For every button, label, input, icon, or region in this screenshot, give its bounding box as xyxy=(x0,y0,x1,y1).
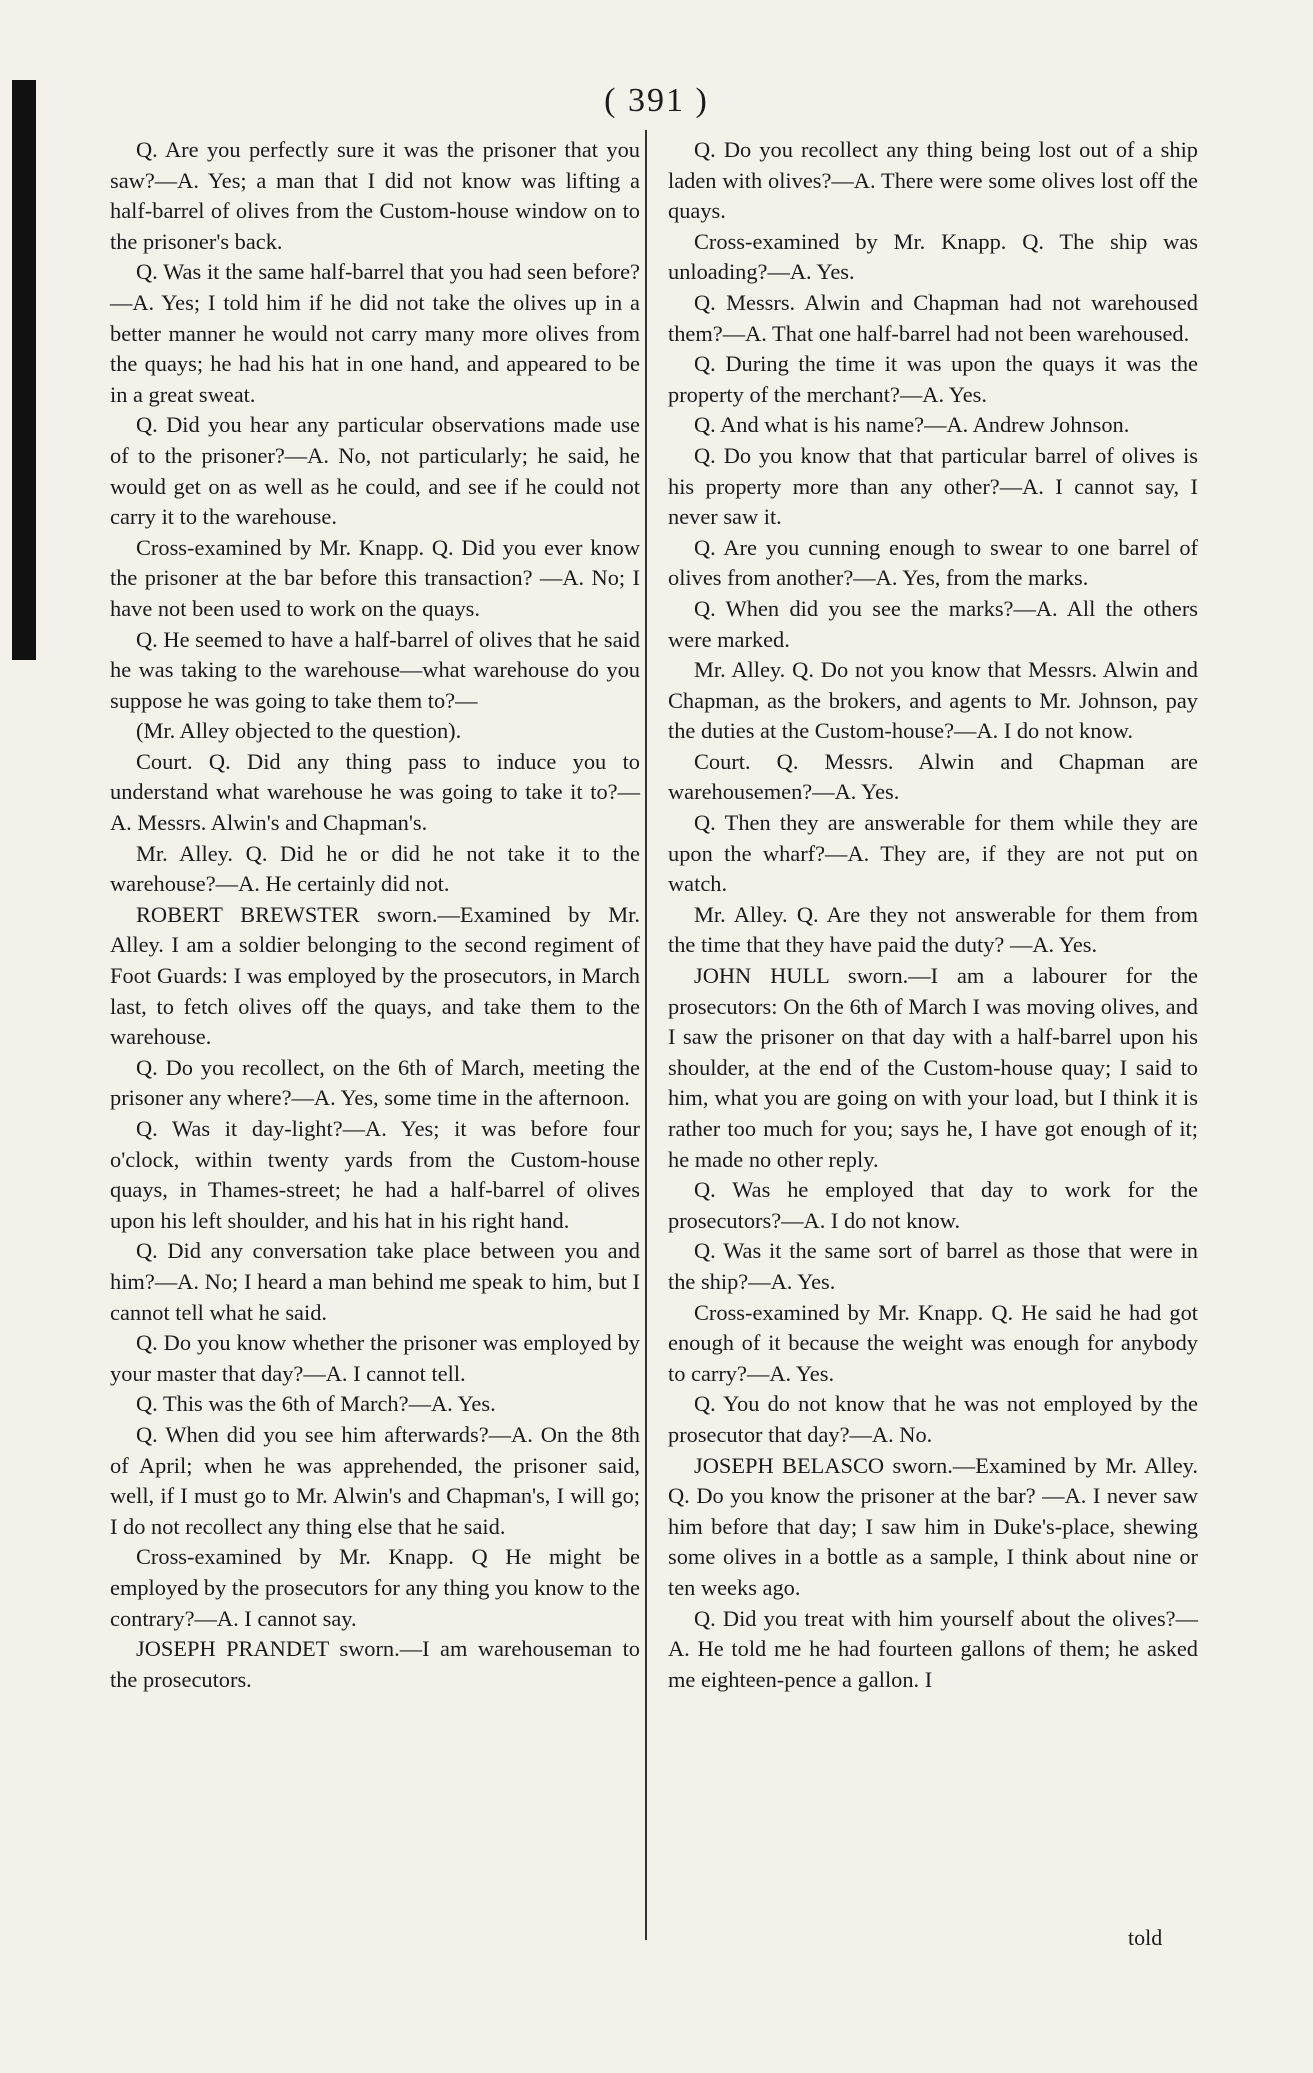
paragraph: Q. Are you cunning enough to swear to one barrel of olives from another?—A. Yes, from the marks. xyxy=(668,534,1198,591)
paragraph: Q. Was he employed that day to work for the prosecutors?—A. I do not know. xyxy=(668,1177,1198,1233)
column-divider xyxy=(645,130,647,1940)
paragraph: Cross-examined by Mr. Knapp. Q. He said he had got enough of it because the weight was enough for anybody to carry?—A. Yes. xyxy=(668,1299,1198,1386)
paragraph: Q. Do you know whether the prisoner was employed by your master that day?—A. I cannot tell. xyxy=(110,1330,640,1386)
paragraph: Q. You do not know that he was not employed by the prosecutor that day?—A. No. xyxy=(668,1391,1198,1447)
paragraph: Q. Do you know that that particular barrel of olives is his property more than any other?—A. I cannot say, I never saw it. xyxy=(668,442,1198,530)
paragraph: Q. Messrs. Alwin and Chapman had not warehoused them?—A. That one half-barrel had not been warehoused. xyxy=(668,289,1198,346)
paragraph: JOHN HULL sworn.—I am a labourer for the prosecutors: On the 6th of March I was moving olives, and I saw the prisoner on that day with a half-barrel upon his shoulder, at the end of the Custom-house quay; I said to him, what you are going on with your load, but I think it is rather too much for you; says he, I have got enough of it; he made no other reply. xyxy=(668,963,1198,1172)
paragraph: Q. Did you hear any particular observations made use of to the prisoner?—A. No, not particularly; he said, he would get on as well as he could, and see if he could not carry it to the warehouse. xyxy=(110,412,640,530)
paragraph: Q. Are you perfectly sure it was the prisoner that you saw?—A. Yes; a man that I did not know was lifting a half-barrel of olives from the Custom-house window on to the prisoner's back. xyxy=(110,137,640,254)
paragraph: Q. Was it the same sort of barrel as those that were in the ship?—A. Yes. xyxy=(668,1238,1198,1294)
paragraph: Q. And what is his name?—A. Andrew Johnson. xyxy=(694,412,1130,438)
paragraph: Q. Then they are answerable for them while they are upon the wharf?—A. They are, if they are not put on watch. xyxy=(668,810,1198,897)
scan-edge-bar xyxy=(12,80,36,660)
paragraph: Q. Do you recollect, on the 6th of March, meeting the prisoner any where?—A. Yes, some time in the afternoon. xyxy=(110,1054,640,1111)
paragraph: Cross-examined by Mr. Knapp. Q He might be employed by the prosecutors for any thing you know to the contrary?—A. I cannot say. xyxy=(110,1544,640,1631)
paragraph: Q. During the time it was upon the quays it was the property of the merchant?—A. Yes. xyxy=(668,351,1198,407)
paragraph: Court. Q. Did any thing pass to induce you to understand what warehouse he was going to take it to?—A. Messrs. Alwin's and Chapman's. xyxy=(110,748,640,836)
paragraph: Mr. Alley. Q. Are they not answerable for them from the time that they have paid the duty? —A. Yes. xyxy=(668,901,1198,958)
paragraph: ROBERT BREWSTER sworn.—Examined by Mr. Alley. I am a soldier belonging to the second regiment of Foot Guards: I was employed by the prosecutors, in March last, to fetch olives off the quays, and take them to the warehouse. xyxy=(110,901,640,1050)
paragraph: Mr. Alley. Q. Do not you know that Messrs. Alwin and Chapman, as the brokers, and agents to Mr. Johnson, pay the duties at the Custom-house?—A. I do not know. xyxy=(668,657,1198,744)
paragraph: Q. Was it day-light?—A. Yes; it was before four o'clock, within twenty yards from the Custom-house quays, in Thames-street; he had a half-barrel of olives upon his left shoulder, and his hat in his right hand. xyxy=(110,1116,640,1233)
paragraph: Q. When did you see him afterwards?—A. On the 8th of April; when he was apprehended, the prisoner said, well, if I must go to Mr. Alwin's and Chapman's, I will go; I do not recollect any thing else that he said. xyxy=(110,1421,640,1539)
paragraph: JOSEPH BELASCO sworn.—Examined by Mr. Alley. Q. Do you know the prisoner at the bar? —A. I never saw him before that day; I saw him in Duke's-place, shewing some olives in a bottle as a sample, I think about nine or ten weeks ago. xyxy=(668,1452,1198,1600)
paragraph: (Mr. Alley objected to the question). xyxy=(136,718,462,744)
paragraph: Q. Did you treat with him yourself about the olives?—A. He told me he had fourteen gallons of them; he asked me eighteen-pence a gallon. I xyxy=(668,1605,1198,1692)
paragraph: Mr. Alley. Q. Did he or did he not take it to the warehouse?—A. He certainly did not. xyxy=(110,840,640,897)
paragraph: Court. Q. Messrs. Alwin and Chapman are warehousemen?—A. Yes. xyxy=(668,748,1198,805)
paragraph: JOSEPH PRANDET sworn.—I am warehouseman to the prosecutors. xyxy=(110,1636,640,1692)
paragraph: Q. When did you see the marks?—A. All the others were marked. xyxy=(668,595,1198,652)
left-column xyxy=(110,135,640,1695)
catchword: told xyxy=(1128,1925,1163,1950)
paragraph: Q. He seemed to have a half-barrel of olives that he said he was taking to the warehouse—what warehouse do you suppose he was going to take them to?— xyxy=(110,626,640,713)
paragraph: Q. Was it the same half-barrel that you had seen before?—A. Yes; I told him if he did not take the olives up in a better manner he would not carry many more olives from the quays; he had his hat in one hand, and appeared to be in a great sweat. xyxy=(110,259,640,407)
right-column xyxy=(668,135,1198,1695)
paragraph: Cross-examined by Mr. Knapp. Q. The ship was unloading?—A. Yes. xyxy=(668,228,1198,285)
paragraph: Cross-examined by Mr. Knapp. Q. Did you ever know the prisoner at the bar before this transaction? —A. No; I have not been used to work on the quays. xyxy=(110,534,640,621)
page-number: ( 391 ) xyxy=(604,82,709,119)
paragraph: Q. This was the 6th of March?—A. Yes. xyxy=(136,1391,496,1417)
paragraph: Q. Did any conversation take place between you and him?—A. No; I heard a man behind me speak to him, but I cannot tell what he said. xyxy=(110,1238,640,1325)
paragraph: Q. Do you recollect any thing being lost out of a ship laden with olives?—A. There were some olives lost off the quays. xyxy=(668,137,1198,224)
